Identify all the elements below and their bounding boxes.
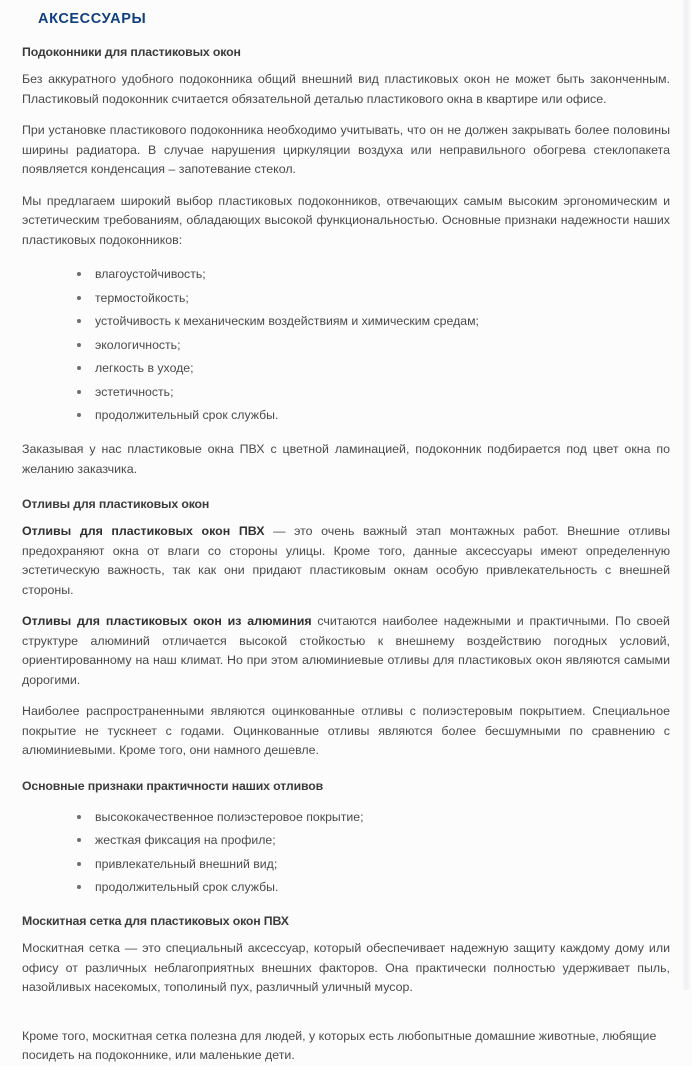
document-content <box>0 45 692 1066</box>
list-item: продолжительный срок службы. <box>77 407 670 424</box>
sills-feature-list <box>22 266 670 424</box>
list-item: термостойкость; <box>77 290 670 307</box>
list-item: привлекательный внешний вид; <box>77 856 670 873</box>
mosquito-net-paragraph-1: Москитная сетка — это специальный аксессуар, который обеспечивает надежную защиту каждому дому или офису от различных неблагоприятных внешних факторов. Она практически полностью удерживает пыль, назойливых насекомых, тополиный пух, различный уличный мусор. <box>22 941 670 994</box>
section-heading-flashings-features: Основные признаки практичности наших отливов <box>22 778 323 793</box>
page-title: АКСЕССУАРЫ <box>38 11 147 27</box>
sills-paragraph-3: Мы предлагаем широкий выбор пластиковых подоконников, отвечающих самым высоким эргономическим и эстетическим требованиям, обладающих высокой функциональностью. Основные признаки надежности наших пластиковых подоконников: <box>22 193 670 247</box>
sills-paragraph-2: При установке пластикового подоконника необходимо учитывать, что он не должен закрывать более половины ширины радиатора. В случае нарушения циркуляции воздуха или неправильного обогрева стеклопакета появляется конденсация – запотевание стекол. <box>22 123 670 176</box>
sills-paragraph-1: Без аккуратного удобного подоконника общий внешний вид пластиковых окон не может быть законченным. Пластиковый подоконник считается обязательной деталью пластикового окна в квартире или офисе. <box>22 72 670 106</box>
list-item: продолжительный срок службы. <box>77 879 670 896</box>
flashings-paragraph-2 <box>22 612 670 690</box>
flashings-paragraph-2-lead: Отливы для пластиковых окон из алюминия <box>22 614 312 628</box>
list-item: эстетичность; <box>77 384 670 401</box>
flashings-paragraph-2-rest: считаются наиболее надежными и практичными. По своей структуре алюминий отличается высокой стойкостью к внешнему воздействию погодных условий, ориентированному на наш климат. Но при этом алюминиевые отливы для пластиковых окон являются самыми дорогими. <box>22 614 670 687</box>
list-item: влагоустойчивость; <box>77 266 670 283</box>
list-item: высококачественное полиэстеровое покрытие; <box>77 809 670 826</box>
sills-paragraph-4: Заказывая у нас пластиковые окна ПВХ с цветной ламинацией, подоконник подбирается под цвет окна по желанию заказчика. <box>22 442 670 476</box>
list-item: экологичность; <box>77 337 670 354</box>
flashings-feature-list <box>22 809 670 897</box>
list-item: устойчивость к механическим воздействиям и химическим средам; <box>77 313 670 330</box>
section-heading-sills: Подоконники для пластиковых окон <box>22 45 241 59</box>
flashings-paragraph-1-rest: — это очень важный этап монтажных работ. Внешние отливы предохраняют окна от влаги со стороны улицы. Кроме того, данные аксессуары имеют определенную эстетическую важность, так как они придают пластиковым окнам особую привлекательность с внешней стороны. <box>22 524 670 597</box>
list-item: легкость в уходе; <box>77 360 670 377</box>
paragraph-spacer <box>22 1010 670 1027</box>
flashings-paragraph-3: Наиболее распространенными являются оцинкованные отливы с полиэстеровым покрытием. Специальное покрытие не тускнеет с годами. Оцинкованные отливы являются более бесшумными по сравнению с алюминиевыми. Кроме того, они намного дешевле. <box>22 704 670 757</box>
list-item: жесткая фиксация на профиле; <box>77 832 670 849</box>
section-heading-flashings: Отливы для пластиковых окон <box>22 497 210 511</box>
section-heading-mosquito-net: Москитная сетка для пластиковых окон ПВХ <box>22 914 289 928</box>
flashings-paragraph-1 <box>22 522 670 600</box>
mosquito-net-paragraph-2: Кроме того, москитная сетка полезна для людей, у которых есть любопытные домашние животные, любящие посидеть на подоконнике, или маленькие дети. <box>22 1028 657 1062</box>
flashings-paragraph-1-lead: Отливы для пластиковых окон ПВХ <box>22 524 265 538</box>
